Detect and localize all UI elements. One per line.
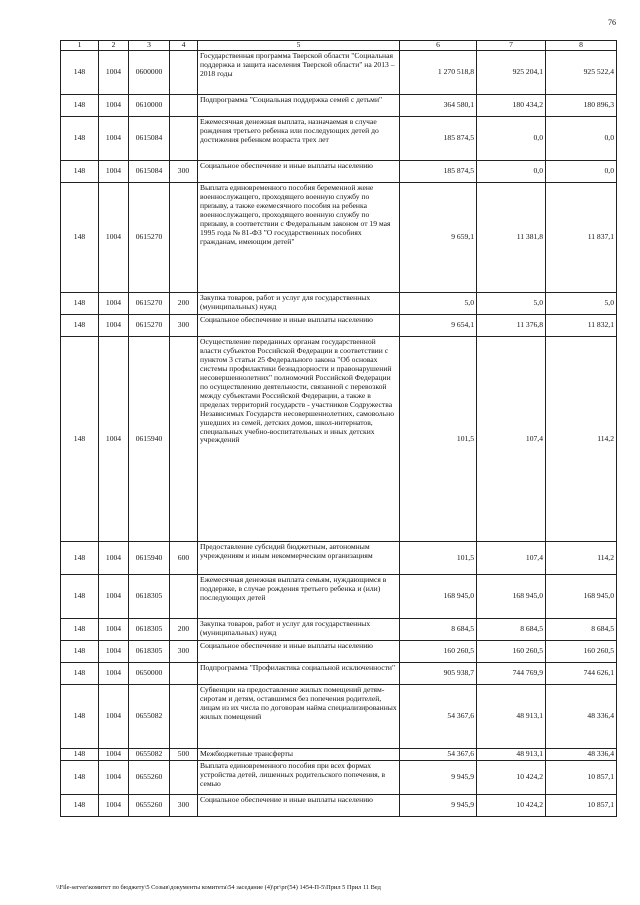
code-target-cell: 0618305 — [129, 575, 170, 619]
code-target-cell: 0618305 — [129, 619, 170, 641]
code-target-cell: 0615940 — [129, 337, 170, 542]
code-admin-cell: 148 — [61, 749, 99, 761]
code-target-cell: 0615270 — [129, 183, 170, 293]
amount-year-3-cell: 48 336,4 — [546, 685, 617, 749]
description-cell: Социальное обеспечение и иные выплаты населению — [198, 315, 400, 337]
code-admin-cell: 148 — [61, 575, 99, 619]
code-expense-type-cell — [170, 337, 198, 542]
description-cell: Подпрограмма "Социальная поддержка семей с детьми" — [198, 95, 400, 117]
description-cell: Социальное обеспечение и иные выплаты населению — [198, 794, 400, 816]
code-expense-type-cell: 200 — [170, 293, 198, 315]
amount-year-3-cell: 114,2 — [546, 542, 617, 575]
code-expense-type-cell: 500 — [170, 749, 198, 761]
table-row — [61, 315, 617, 337]
table-row — [61, 685, 617, 749]
amount-year-3-cell: 11 837,1 — [546, 183, 617, 293]
table-row — [61, 95, 617, 117]
code-target-cell: 0615270 — [129, 293, 170, 315]
code-expense-type-cell: 600 — [170, 542, 198, 575]
amount-year-2-cell: 180 434,2 — [477, 95, 546, 117]
code-section-cell: 1004 — [99, 95, 129, 117]
code-expense-type-cell: 300 — [170, 315, 198, 337]
code-target-cell: 0618305 — [129, 641, 170, 663]
code-admin-cell: 148 — [61, 663, 99, 685]
description-cell: Ежемесячная денежная выплата, назначаемая в случае рождения третьего ребенка или последующих детей до достижения ребенком возраста трех лет — [198, 117, 400, 161]
amount-year-3-cell: 10 857,1 — [546, 794, 617, 816]
description-cell: Социальное обеспечение и иные выплаты населению — [198, 641, 400, 663]
description-cell: Выплата единовременного пособия беременной жене военнослужащего, проходящего военную службу по призыву, а также ежемесячного пособия на ребенка военнослужащего, проходящего военную службу по призыву, в соответствии с Федеральным законом от 19 мая 1995 года № 81-ФЗ "О государственных пособиях гражданам, имеющим детей" — [198, 183, 400, 293]
amount-year-3-cell: 744 626,1 — [546, 663, 617, 685]
code-section-cell: 1004 — [99, 117, 129, 161]
code-target-cell: 0615084 — [129, 161, 170, 183]
amount-year-1-cell: 101,5 — [400, 542, 477, 575]
code-section-cell: 1004 — [99, 293, 129, 315]
code-target-cell: 0650000 — [129, 663, 170, 685]
code-admin-cell: 148 — [61, 685, 99, 749]
header-row — [61, 41, 617, 51]
code-target-cell: 0610000 — [129, 95, 170, 117]
amount-year-2-cell: 107,4 — [477, 542, 546, 575]
code-admin-cell: 148 — [61, 794, 99, 816]
code-admin-cell: 148 — [61, 641, 99, 663]
column-header-4: 4 — [170, 41, 198, 51]
amount-year-2-cell: 0,0 — [477, 161, 546, 183]
amount-year-3-cell: 10 857,1 — [546, 760, 617, 794]
code-admin-cell: 148 — [61, 51, 99, 95]
column-header-7: 7 — [477, 41, 546, 51]
code-section-cell: 1004 — [99, 315, 129, 337]
amount-year-1-cell: 54 367,6 — [400, 749, 477, 761]
table-row — [61, 293, 617, 315]
code-target-cell: 0655082 — [129, 685, 170, 749]
table-row — [61, 337, 617, 542]
code-expense-type-cell — [170, 663, 198, 685]
amount-year-2-cell: 48 913,1 — [477, 685, 546, 749]
code-expense-type-cell — [170, 575, 198, 619]
amount-year-2-cell: 0,0 — [477, 117, 546, 161]
amount-year-3-cell: 11 832,1 — [546, 315, 617, 337]
column-header-5: 5 — [198, 41, 400, 51]
code-target-cell: 0615084 — [129, 117, 170, 161]
amount-year-1-cell: 364 580,1 — [400, 95, 477, 117]
description-cell: Субвенции на предоставление жилых помещений детям-сиротам и детям, оставшимся без попечения родителей, лицам из их числа по договорам найма специализированных жилых помещений — [198, 685, 400, 749]
code-admin-cell: 148 — [61, 760, 99, 794]
code-section-cell: 1004 — [99, 641, 129, 663]
table-row — [61, 575, 617, 619]
code-expense-type-cell: 200 — [170, 619, 198, 641]
amount-year-3-cell: 180 896,3 — [546, 95, 617, 117]
amount-year-2-cell: 8 684,5 — [477, 619, 546, 641]
code-expense-type-cell: 300 — [170, 161, 198, 183]
amount-year-3-cell: 168 945,0 — [546, 575, 617, 619]
amount-year-1-cell: 9 659,1 — [400, 183, 477, 293]
code-admin-cell: 148 — [61, 337, 99, 542]
amount-year-2-cell: 160 260,5 — [477, 641, 546, 663]
code-expense-type-cell — [170, 183, 198, 293]
column-header-2: 2 — [99, 41, 129, 51]
amount-year-3-cell: 5,0 — [546, 293, 617, 315]
code-target-cell: 0655260 — [129, 794, 170, 816]
amount-year-1-cell: 5,0 — [400, 293, 477, 315]
code-section-cell: 1004 — [99, 575, 129, 619]
amount-year-2-cell: 48 913,1 — [477, 749, 546, 761]
amount-year-2-cell: 744 769,9 — [477, 663, 546, 685]
table-row — [61, 749, 617, 761]
code-section-cell: 1004 — [99, 685, 129, 749]
column-header-6: 6 — [400, 41, 477, 51]
amount-year-3-cell: 925 522,4 — [546, 51, 617, 95]
column-header-1: 1 — [61, 41, 99, 51]
description-cell: Закупка товаров, работ и услуг для государственных (муниципальных) нужд — [198, 293, 400, 315]
amount-year-1-cell: 8 684,5 — [400, 619, 477, 641]
amount-year-1-cell: 54 367,6 — [400, 685, 477, 749]
code-expense-type-cell — [170, 51, 198, 95]
code-expense-type-cell — [170, 685, 198, 749]
amount-year-3-cell: 160 260,5 — [546, 641, 617, 663]
code-expense-type-cell — [170, 760, 198, 794]
code-expense-type-cell — [170, 95, 198, 117]
amount-year-1-cell: 905 938,7 — [400, 663, 477, 685]
amount-year-3-cell: 114,2 — [546, 337, 617, 542]
amount-year-3-cell: 0,0 — [546, 161, 617, 183]
amount-year-1-cell: 101,5 — [400, 337, 477, 542]
column-header-8: 8 — [546, 41, 617, 51]
description-cell: Подпрограмма "Профилактика социальной исключенности" — [198, 663, 400, 685]
code-target-cell: 0615940 — [129, 542, 170, 575]
table-row — [61, 641, 617, 663]
code-target-cell: 0600000 — [129, 51, 170, 95]
page-number: 76 — [608, 18, 616, 27]
amount-year-2-cell: 10 424,2 — [477, 794, 546, 816]
description-cell: Государственная программа Тверской области "Социальная поддержка и защита населения Тверской области" на 2013 – 2018 годы — [198, 51, 400, 95]
amount-year-3-cell: 48 336,4 — [546, 749, 617, 761]
code-section-cell: 1004 — [99, 619, 129, 641]
code-admin-cell: 148 — [61, 542, 99, 575]
amount-year-1-cell: 9 945,9 — [400, 794, 477, 816]
column-header-3: 3 — [129, 41, 170, 51]
amount-year-3-cell: 0,0 — [546, 117, 617, 161]
code-section-cell: 1004 — [99, 183, 129, 293]
code-expense-type-cell: 300 — [170, 641, 198, 663]
code-target-cell: 0655260 — [129, 760, 170, 794]
amount-year-1-cell: 185 874,5 — [400, 161, 477, 183]
code-section-cell: 1004 — [99, 161, 129, 183]
amount-year-2-cell: 168 945,0 — [477, 575, 546, 619]
amount-year-2-cell: 11 381,8 — [477, 183, 546, 293]
table-row — [61, 183, 617, 293]
table-row — [61, 161, 617, 183]
code-expense-type-cell — [170, 117, 198, 161]
footer-file-path: \\File-server\комитет по бюджету\5 Созыв\документы комитета\54 заседание (4)\рг\рг(54) 1454-П-5\Прил 5 Прил 11 Вед — [56, 884, 381, 891]
table-row — [61, 117, 617, 161]
code-admin-cell: 148 — [61, 95, 99, 117]
amount-year-1-cell: 1 270 518,8 — [400, 51, 477, 95]
amount-year-1-cell: 160 260,5 — [400, 641, 477, 663]
code-section-cell: 1004 — [99, 337, 129, 542]
code-section-cell: 1004 — [99, 794, 129, 816]
code-section-cell: 1004 — [99, 663, 129, 685]
amount-year-2-cell: 10 424,2 — [477, 760, 546, 794]
amount-year-1-cell: 9 654,1 — [400, 315, 477, 337]
code-section-cell: 1004 — [99, 51, 129, 95]
amount-year-2-cell: 925 204,1 — [477, 51, 546, 95]
amount-year-1-cell: 185 874,5 — [400, 117, 477, 161]
table-row — [61, 619, 617, 641]
table-row — [61, 663, 617, 685]
description-cell: Выплата единовременного пособия при всех формах устройства детей, лишенных родительского попечения, в семью — [198, 760, 400, 794]
code-section-cell: 1004 — [99, 749, 129, 761]
code-admin-cell: 148 — [61, 293, 99, 315]
amount-year-2-cell: 107,4 — [477, 337, 546, 542]
amount-year-1-cell: 9 945,9 — [400, 760, 477, 794]
code-target-cell: 0615270 — [129, 315, 170, 337]
code-admin-cell: 148 — [61, 315, 99, 337]
amount-year-2-cell: 11 376,8 — [477, 315, 546, 337]
description-cell: Закупка товаров, работ и услуг для государственных (муниципальных) нужд — [198, 619, 400, 641]
table-row — [61, 794, 617, 816]
code-section-cell: 1004 — [99, 760, 129, 794]
description-cell: Социальное обеспечение и иные выплаты населению — [198, 161, 400, 183]
description-cell: Осуществление переданных органам государственной власти субъектов Российской Федерации в соответствии с пунктом 3 статьи 25 Федерального закона "Об основах системы профилактики безнадзорности и правонарушений несовершеннолетних" полномочий Российской Федерации по осуществлению деятельности, связанной с перевозкой между субъектами Российской Федерации, а также в пределах территорий государств - участников Содружества Независимых Государств несовершеннолетних, самовольно ушедших из семей, детских домов, школ-интернатов, специальных учебно-воспитательных и иных детских учреждений — [198, 337, 400, 542]
description-cell: Ежемесячная денежная выплата семьям, нуждающимся в поддержке, в случае рождения третьего ребенка и (или) последующих детей — [198, 575, 400, 619]
amount-year-2-cell: 5,0 — [477, 293, 546, 315]
table-row — [61, 760, 617, 794]
description-cell: Межбюджетные трансферты — [198, 749, 400, 761]
code-admin-cell: 148 — [61, 183, 99, 293]
description-cell: Предоставление субсидий бюджетным, автономным учреждениям и иным некоммерческим организациям — [198, 542, 400, 575]
amount-year-1-cell: 168 945,0 — [400, 575, 477, 619]
amount-year-3-cell: 8 684,5 — [546, 619, 617, 641]
code-admin-cell: 148 — [61, 161, 99, 183]
table-row — [61, 51, 617, 95]
code-expense-type-cell: 300 — [170, 794, 198, 816]
code-section-cell: 1004 — [99, 542, 129, 575]
table-row — [61, 542, 617, 575]
code-target-cell: 0655082 — [129, 749, 170, 761]
code-admin-cell: 148 — [61, 619, 99, 641]
code-admin-cell: 148 — [61, 117, 99, 161]
budget-table — [60, 40, 617, 817]
